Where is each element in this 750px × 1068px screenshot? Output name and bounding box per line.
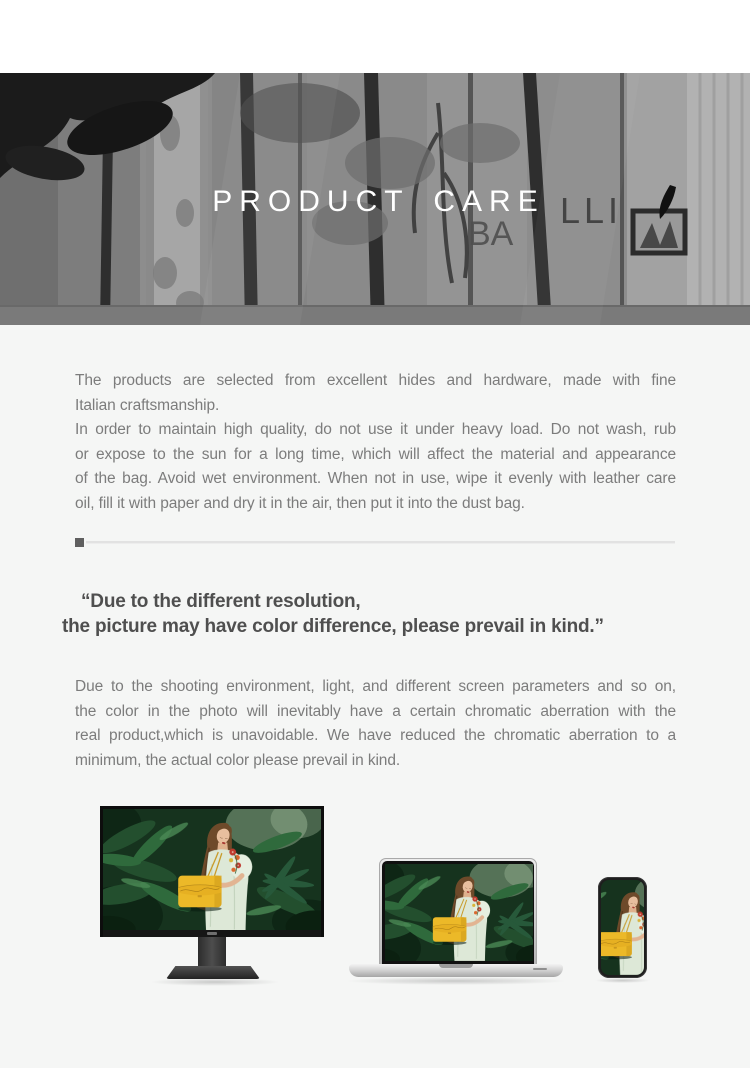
care-paragraph xyxy=(75,369,676,516)
divider-line xyxy=(86,541,675,543)
notice-line: Due to the shooting environment, light, and different screen parameters and so on, xyxy=(75,678,676,695)
notice-paragraph xyxy=(75,675,676,773)
monitor-logo xyxy=(207,932,217,935)
monitor-chin xyxy=(103,930,321,937)
laptop-shadow xyxy=(345,977,567,985)
quote-line: the picture may have color difference, please prevail in kind.” xyxy=(62,616,604,637)
laptop-lid-notch xyxy=(439,964,473,968)
product-photo-phone xyxy=(601,880,644,975)
care-line: In order to maintain high quality, do not use it under heavy load. Do not wash, rub xyxy=(75,421,676,438)
notice-line: real product,which is unavoidable. We have reduced the chromatic aberration to a xyxy=(75,727,676,744)
color-difference-quote xyxy=(62,589,722,639)
product-photo-laptop xyxy=(385,864,533,961)
laptop-mockup xyxy=(379,858,537,965)
notice-line: the color in the photo will inevitably have a certain chromatic aberration with the xyxy=(75,702,676,720)
section-divider xyxy=(75,537,675,547)
monitor-stand-neck xyxy=(198,937,226,967)
phone-mockup xyxy=(598,877,647,978)
laptop-port xyxy=(533,968,547,970)
monitor-shadow xyxy=(150,978,280,986)
care-line: oil, fill it with paper and dry it in the air, then put it into the dust bag. xyxy=(75,494,525,512)
product-photo-monitor xyxy=(103,809,321,930)
notice-line: minimum, the actual color please prevail in kind. xyxy=(75,751,401,769)
monitor-mockup xyxy=(100,806,324,937)
page-title: PRODUCT CARE xyxy=(212,185,545,218)
device-preview-row xyxy=(0,795,750,995)
quote-line: “Due to the different resolution, xyxy=(81,591,361,612)
care-line: or expose to the sun for a long time, which will affect the material and appearance xyxy=(75,445,676,463)
care-line: The products are selected from excellent hides and hardware, made with fine xyxy=(75,372,676,389)
laptop-base xyxy=(349,964,563,977)
top-white-strip xyxy=(0,0,750,73)
laptop-bezel xyxy=(382,861,534,964)
sign-letters-right: LLI xyxy=(560,190,623,231)
phone-shadow xyxy=(595,978,650,983)
care-line: of the bag. Avoid wet environment. When not in use, wipe it evenly with leather care xyxy=(75,470,676,487)
care-line: Italian craftsmanship. xyxy=(75,396,220,414)
sign-letters-left: BA xyxy=(468,215,514,253)
divider-square-icon xyxy=(75,538,84,547)
hero-banner xyxy=(0,73,750,325)
